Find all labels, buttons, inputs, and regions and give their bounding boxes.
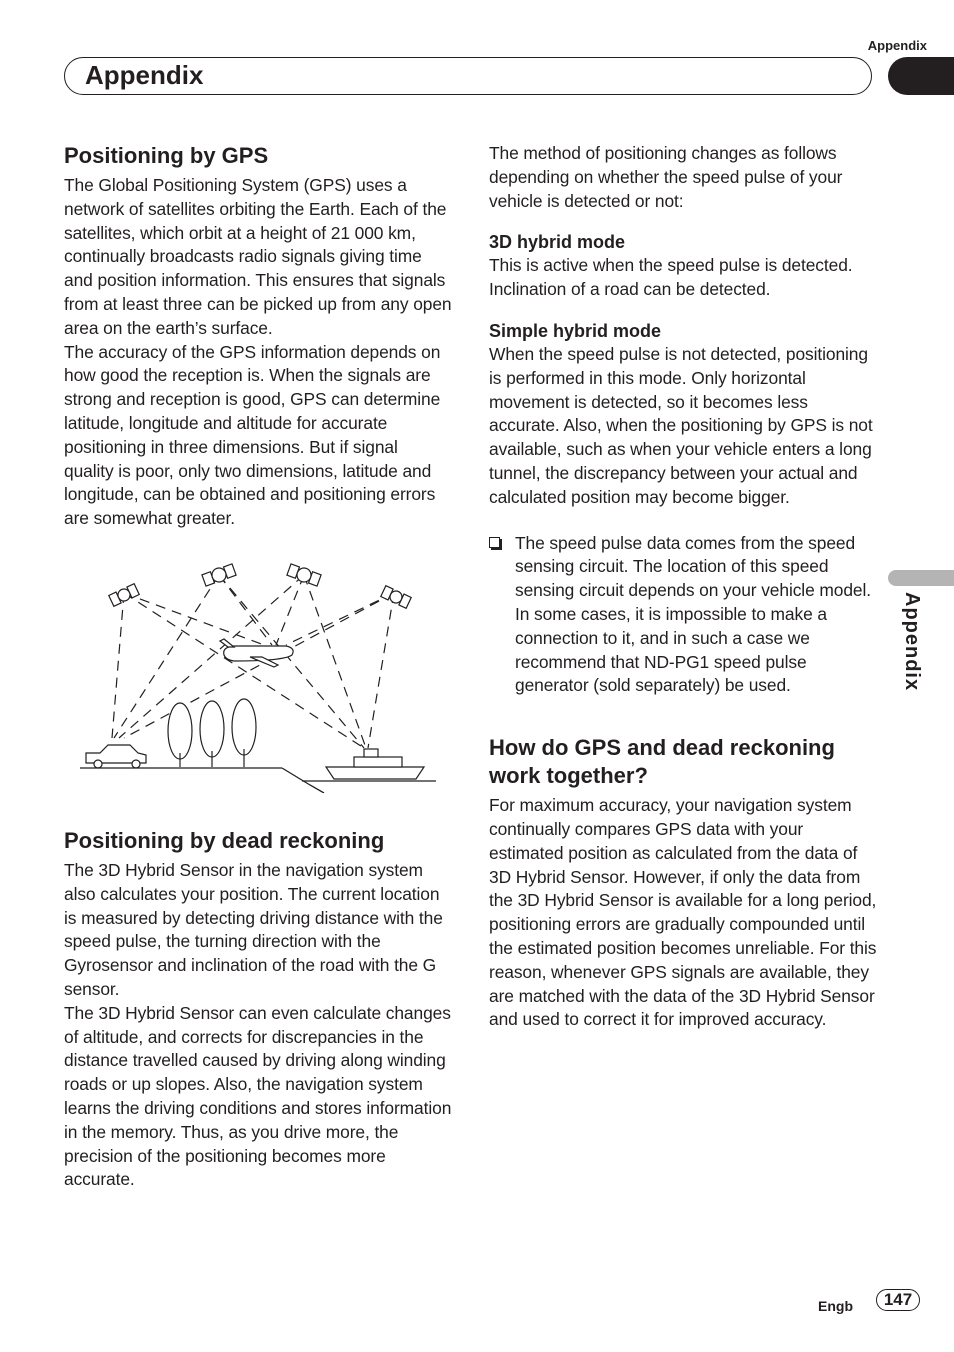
page-title: Appendix [85, 60, 204, 90]
dead-reckoning-paragraph-1: The 3D Hybrid Sensor in the navigation system also calculates your position. The current location is measured by detecting driving distance with the speed pulse, the turning direction with the Gyrosensor and inclination of the road with the G sensor. [64, 859, 443, 999]
gps-dr-together-heading: How do GPS and dead reckoning work together? [489, 735, 835, 789]
gps-illustration [64, 553, 454, 793]
note-item [489, 532, 877, 699]
dead-reckoning-heading: Positioning by dead reckoning [64, 827, 385, 853]
footer-language: Engb [818, 1298, 853, 1314]
mode-3d-hybrid-text: This is active when the speed pulse is detected. Inclination of a road can be detected. [489, 255, 853, 300]
note-text: The speed pulse data comes from the speed sensing circuit. The location of this speed sensing circuit depends on your vehicle model. In some cases, it is impossible to make a connection to it, and in such a case we recommend that ND-PG1 speed pulse generator (sold separately) be used. [515, 532, 871, 696]
running-header: Appendix [867, 38, 927, 53]
gps-illustration-svg [64, 553, 454, 793]
gps-paragraph-2: The accuracy of the GPS information depends on how good the reception is. When the signals are strong and reception is good, GPS can determine latitude, longitude and altitude for accurate positioning in three dimensions. But if signal quality is poor, only two dimensions, latitude and longitude, can be obtained and positioning errors are somewhat greater. [64, 341, 441, 529]
dead-reckoning-paragraph-2: The 3D Hybrid Sensor can even calculate changes of altitude, and corrects for discrepancies in the distance travelled caused by driving along winding roads or up slopes. Also, the navigation system learns the driving conditions and stores information in the memory. Thus, as you drive more, the precision of the positioning becomes more accurate. [64, 1002, 452, 1190]
mode-simple-hybrid-heading: Simple hybrid mode [489, 320, 662, 341]
section-header-bar [64, 57, 872, 95]
left-column [64, 142, 452, 1192]
side-tab-label: Appendix [901, 592, 923, 692]
ship-icon [326, 749, 424, 779]
header-tab-marker [888, 57, 954, 95]
page-number: 147 [876, 1289, 920, 1311]
side-tab-marker [888, 570, 954, 586]
gps-dr-together-text: For maximum accuracy, your navigation system continually compares GPS data with your estimated position as calculated from the data of 3D Hybrid Sensor. However, if only the data from the 3D Hybrid Sensor is available for a long period, positioning errors are gradually compounded until the estimated position becomes unreliable. For this reason, whenever GPS signals are available, they are matched with the data of the 3D Hybrid Sensor and used to correct it for improved accuracy. [489, 795, 877, 1030]
intro-paragraph: The method of positioning changes as follows depending on whether the speed pulse of your vehicle is detected or not: [489, 143, 843, 211]
car-icon [86, 745, 146, 768]
mode-3d-hybrid-heading: 3D hybrid mode [489, 232, 626, 253]
airplane-icon [220, 639, 293, 667]
tree-icon [168, 699, 256, 767]
mode-simple-hybrid-text: When the speed pulse is not detected, positioning is performed in this mode. Only horizontal movement is detected, so it becomes less accurate. Also, when the positioning by GPS is not available, such as when your vehicle enters a long tunnel, the discrepancy between your actual and calculated position may become bigger. [489, 343, 873, 507]
satellite-icon [109, 563, 411, 608]
gps-heading: Positioning by GPS [64, 143, 269, 168]
right-column [489, 142, 877, 1032]
gps-paragraph-1: The Global Positioning System (GPS) uses a network of satellites orbiting the Earth. Each of the satellites, which orbit at a height of 21 000 km, continually broadcasts radio signals giving time and position information. This ensures that signals from at least three can be picked up from any open area on the earth’s surface. [64, 175, 452, 338]
note-checkbox-icon [489, 537, 500, 548]
